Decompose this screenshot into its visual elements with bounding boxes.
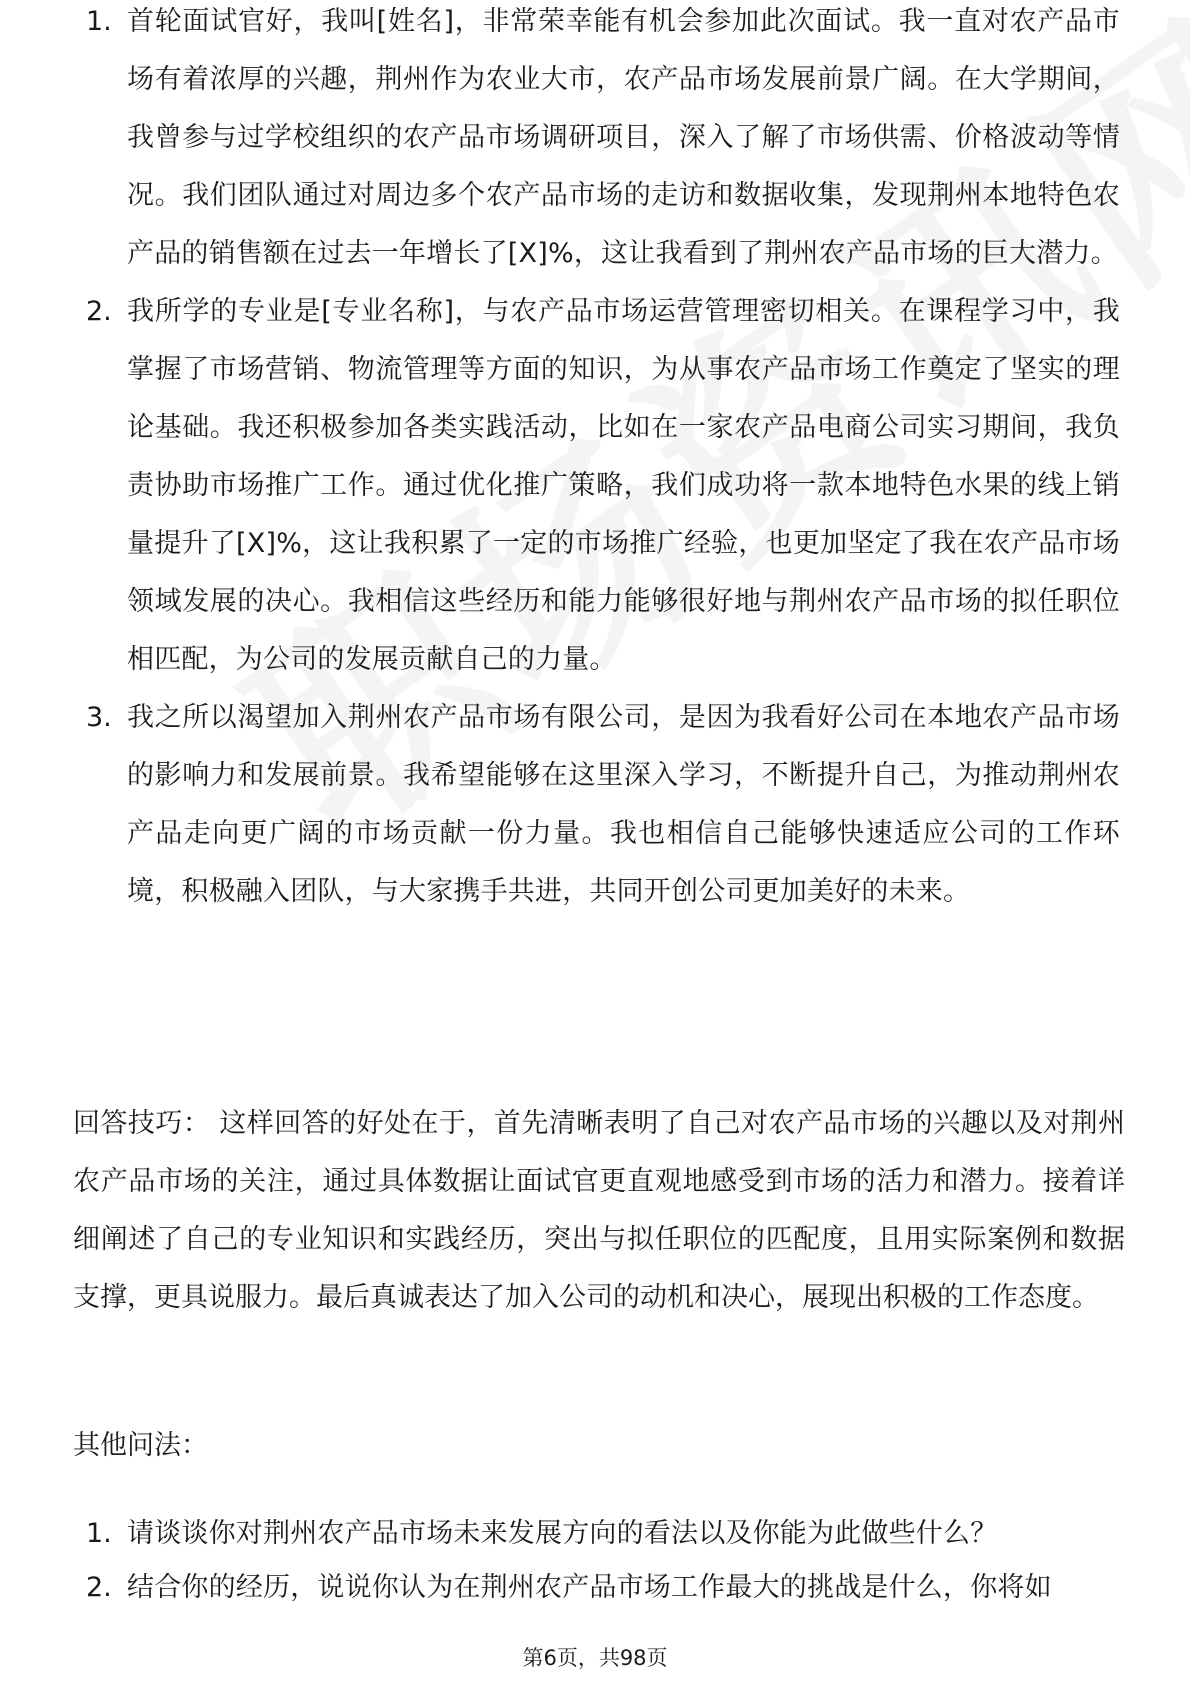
list-item-number: 1. bbox=[86, 1518, 112, 1549]
list-item-text: 我之所以渴望加入荆州农产品市场有限公司，是因为我看好公司在本地农产品市场的影响力和发展前景。我希望能够在这里深入学习，不断提升自己，为推动荆州农产品走向更广阔的市场贡献一份力量。我也相信自己能够快速适应公司的工作环境，积极融入团队，与大家携手共进，共同开创公司更加美好的未来。 bbox=[127, 702, 1120, 907]
list-item-number: 1. bbox=[86, 6, 112, 37]
list-item bbox=[0, 689, 1190, 921]
answer-list bbox=[0, 6, 1190, 921]
answer-tips-paragraph: 回答技巧： 这样回答的好处在于，首先清晰表明了自己对农产品市场的兴趣以及对荆州农产品市场的关注，通过具体数据让面试官更直观地感受到市场的活力和潜力。接着详细阐述了自己的专业知识和实践经历，突出与拟任职位的匹配度，且用实际案例和数据支撑，更具说服力。最后真诚表达了加入公司的动机和决心，展现出积极的工作态度。 bbox=[73, 1108, 1125, 1313]
page-footer: 第6页，共98页 bbox=[522, 1646, 668, 1670]
other-questions-heading: 其他问法： bbox=[73, 1430, 208, 1461]
list-item-text: 请谈谈你对荆州农产品市场未来发展方向的看法以及你能为此做些什么？ bbox=[127, 1518, 998, 1549]
list-item bbox=[0, 1505, 1190, 1563]
list-item bbox=[0, 0, 1190, 283]
list-item-number: 3. bbox=[86, 702, 112, 733]
list-item-number: 2. bbox=[86, 1572, 112, 1603]
list-item bbox=[0, 1559, 1190, 1617]
other-questions-list bbox=[0, 1505, 1190, 1617]
list-item-text: 结合你的经历，说说你认为在荆州农产品市场工作最大的挑战是什么，你将如 bbox=[127, 1572, 1052, 1603]
list-item-text: 首轮面试官好，我叫[姓名]，非常荣幸能有机会参加此次面试。我一直对农产品市场有着浓厚的兴趣，荆州作为农业大市，农产品市场发展前景广阔。在大学期间，我曾参与过学校组织的农产品市场调研项目，深入了解了市场供需、价格波动等情况。我们团队通过对周边多个农产品市场的走访和数据收集，发现荆州本地特色农产品的销售额在过去一年增长了[X]%，这让我看到了荆州农产品市场的巨大潜力。 bbox=[127, 6, 1120, 269]
list-item-text: 我所学的专业是[专业名称]，与农产品市场运营管理密切相关。在课程学习中，我掌握了市场营销、物流管理等方面的知识，为从事农产品市场工作奠定了坚实的理论基础。我还积极参加各类实践活动，比如在一家农产品电商公司实习期间，我负责协助市场推广工作。通过优化推广策略，我们成功将一款本地特色水果的线上销量提升了[X]%，这让我积累了一定的市场推广经验，也更加坚定了我在农产品市场领域发展的决心。我相信这些经历和能力能够很好地与荆州农产品市场的拟任职位相匹配，为公司的发展贡献自己的力量。 bbox=[127, 296, 1120, 675]
list-item-number: 2. bbox=[86, 296, 112, 327]
list-item bbox=[0, 283, 1190, 689]
